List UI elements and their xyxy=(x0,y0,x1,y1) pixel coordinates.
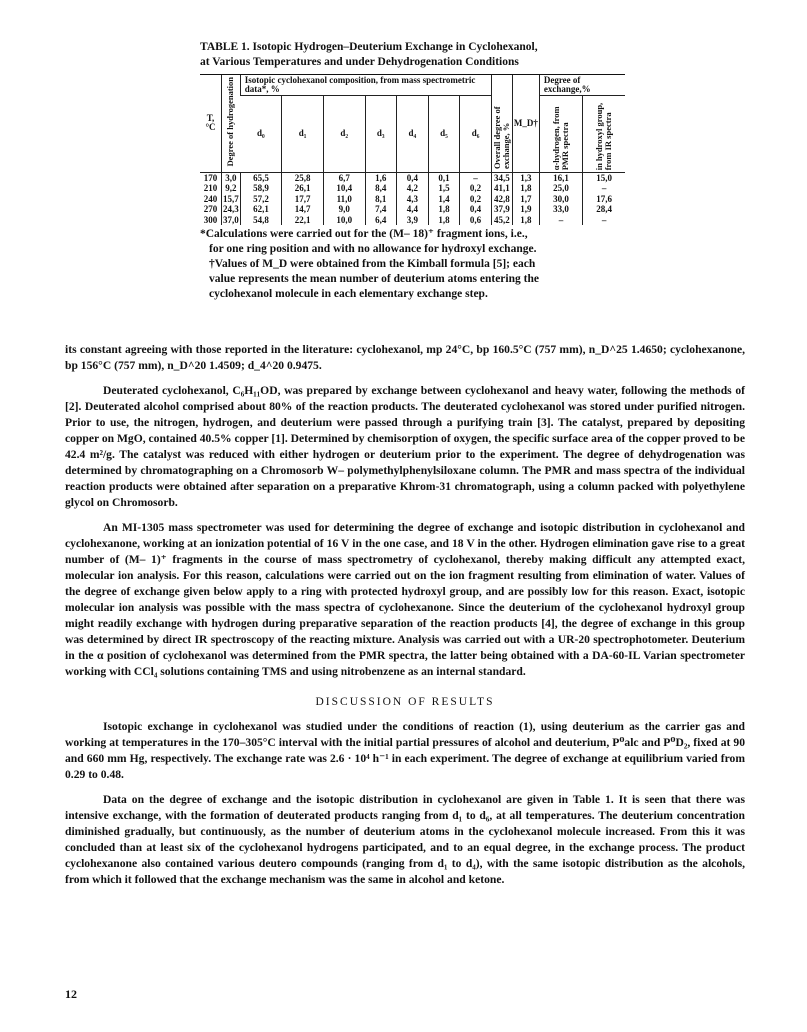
col-d6: d₆ xyxy=(460,96,492,172)
table-cell: 0,4 xyxy=(460,204,492,215)
table-cell: 1,8 xyxy=(428,204,460,215)
table-cell: 1,4 xyxy=(428,194,460,205)
table-cell: 0,4 xyxy=(397,172,429,183)
paragraph-results-2: Data on the degree of exchange and the isotopic distribution in cyclohexanol are given in Table 1. It is seen that there was intensive exchange, with the formation of deuterated products ranging from d₁ to d₆, at all temperatures. The deuterium concentration diminished gradually, but continuously, as the number of deuterium atoms in the cyclohexanol molecule increased. From this it was concluded than at least six of the cyclohexanol hydrogens participated, and to an equal degree, in the exchange process. The product cyclohexanone also contained various deutero compounds (ranging from d₁ to d₄), with the same isotopic distribution as the alcohols, from which it followed that the exchange mechanism was the same in alcohol and ketone. xyxy=(65,793,745,886)
table-cell: 270 xyxy=(203,204,218,214)
table-cell: 1,8 xyxy=(512,215,539,226)
table-cell: – xyxy=(583,183,625,194)
table-cell: 3,9 xyxy=(397,215,429,226)
col-temp: T, °C xyxy=(200,75,222,173)
table-cell: 24,3 xyxy=(223,204,239,214)
table-cell: 30,0 xyxy=(539,194,582,205)
table-cell: 10,0 xyxy=(323,215,365,226)
table-cell: 45,2 xyxy=(491,215,512,226)
table-cell: 0,6 xyxy=(460,215,492,226)
table-cell: 11,0 xyxy=(323,194,365,205)
table-row xyxy=(200,172,625,183)
table-cell: 25,8 xyxy=(282,172,324,183)
table-cell: 41,1 xyxy=(491,183,512,194)
col-d3: d₃ xyxy=(365,96,397,172)
table-footnotes: *Calculations were carried out for the (M– 18)⁺ fragment ions, i.e., for one ring position and with no allowance for hydroxyl exchange. †Values of M_D were obtained from the Kimball formula [5]; each value represents the mean number of deuterium atoms entering the cyclohexanol molecule in each elementary exchange step. xyxy=(200,228,539,300)
table-cell: 62,1 xyxy=(240,204,282,215)
col-dehydro: Degree of hydrogenation xyxy=(222,75,241,173)
table-cell: 300 xyxy=(203,214,218,225)
table-cell: 37,0 xyxy=(223,214,239,225)
table-cell: 210 xyxy=(203,183,218,193)
table-cell: 17,6 xyxy=(583,194,625,205)
table-row xyxy=(200,194,625,205)
table-cell: 240 xyxy=(203,193,218,204)
table-cell: – xyxy=(460,172,492,183)
col-d4: d₄ xyxy=(397,96,429,172)
table-cell: 57,2 xyxy=(240,194,282,205)
table-cell: 1,3 xyxy=(512,172,539,183)
col-overall: Overall degree of exchange, % xyxy=(491,75,512,173)
section-heading: DISCUSSION OF RESULTS xyxy=(315,696,495,708)
table-cell: 170 xyxy=(200,172,222,183)
table-cell: 9,0 xyxy=(323,204,365,215)
table-cell: 58,9 xyxy=(240,183,282,194)
table-cell: 9,2 xyxy=(222,183,241,194)
table-cell: 8,1 xyxy=(365,194,397,205)
table-cell: 1,8 xyxy=(428,215,460,226)
group-exchange: Degree of exchange,% xyxy=(539,75,625,96)
col-d1: d₁ xyxy=(282,96,324,172)
table-cell: 1,7 xyxy=(512,194,539,205)
table-row xyxy=(200,204,625,215)
table-block xyxy=(200,40,630,302)
col-md: M_D† xyxy=(512,75,539,173)
table-cell: 25,0 xyxy=(539,183,582,194)
table-cell: 16,1 xyxy=(539,172,582,183)
table-cell: 4,3 xyxy=(397,194,429,205)
table-cell: 1,9 xyxy=(512,204,539,215)
paragraph-methods: An MI-1305 mass spectrometer was used for determining the degree of exchange and isotopic distribution in cyclohexanol and cyclohexanone, working at an ionization potential of 16 V in the one case, and 18 V in the other. Hydrogen elimination gave rise to a great number of (M– 1)⁺ fragments in the course of mass spectrometry of cyclohexanol, thereby making difficult any attempted exact, molecular ion analysis. For this reason, calculations were carried out on the ion fragment resulting from elimination of water. Values of the degree of exchange given below apply to a ring with protected hydroxyl group, and are possibly low for this reason. Exact, isotopic molecular ion analysis was possible with the mass spectra of cyclohexanone. Since the deuterium of the cyclohexanol hydroxyl group might readily exchange with hydrogen during preparative separation of the reaction products [4], the degree of exchange in this group was determined by direct IR spectroscopy of the reacting mixture. Analysis was carried out with a UR-20 spectrophotometer. Deuterium in the α position of cyclohexanol was determined from the PMR spectra, the latter being obtained with a DA-60-IL Varian spectrometer working with CCl₄ solutions containing TMS and using nitrobenzene as an internal standard. xyxy=(65,521,745,678)
table-cell: 0,1 xyxy=(428,172,460,183)
table-cell: – xyxy=(583,215,625,226)
table-cell: 15,0 xyxy=(583,172,625,183)
table-cell: 14,7 xyxy=(282,204,324,215)
exchange-table xyxy=(200,74,625,225)
table-cell: 4,2 xyxy=(397,183,429,194)
table-cell: 33,0 xyxy=(539,204,582,215)
table-cell: 65,5 xyxy=(240,172,282,183)
table-cell: 28,4 xyxy=(583,204,625,215)
group-composition: Isotopic cyclohexanol composition, from mass spectrometric data*, % xyxy=(240,75,491,96)
table-cell: 0,2 xyxy=(460,194,492,205)
table-title: TABLE 1. Isotopic Hydrogen–Deuterium Exchange in Cyclohexanol, at Various Temperatures and under Dehydrogenation Conditions xyxy=(200,41,538,68)
table-row xyxy=(200,183,625,194)
table-cell: 7,4 xyxy=(365,204,397,215)
table-cell: 54,8 xyxy=(240,215,282,226)
table-cell: 6,7 xyxy=(323,172,365,183)
table-body xyxy=(200,172,625,225)
table-cell: 4,4 xyxy=(397,204,429,215)
col-hydroxyl: in hydroxyl group, from IR spectra xyxy=(583,96,625,172)
table-cell: 6,4 xyxy=(365,215,397,226)
body-text xyxy=(65,342,745,897)
table-cell: 8,4 xyxy=(365,183,397,194)
table-cell: 34,5 xyxy=(491,172,512,183)
table-cell: 15,7 xyxy=(223,193,239,204)
table-cell: 37,9 xyxy=(491,204,512,215)
col-d2: d₂ xyxy=(323,96,365,172)
table-cell: 1,6 xyxy=(365,172,397,183)
table-cell: 0,2 xyxy=(460,183,492,194)
paragraph-results-1: Isotopic exchange in cyclohexanol was studied under the conditions of reaction (1), using deuterium as the carrier gas and working at temperatures in the 170–305°C interval with the initial partial pressures of alcohol and deuterium, P⁰alc and P⁰D₂, fixed at 90 and 660 mm Hg, respectively. The exchange rate was 2.6 · 10⁴ h⁻¹ in each experiment. The degree of exchange at equilibrium varied from 0.29 to 0.48. xyxy=(65,720,745,781)
table-cell: 3,0 xyxy=(222,172,241,183)
table-cell: 1,5 xyxy=(428,183,460,194)
table-cell: 17,7 xyxy=(282,194,324,205)
table-cell: 22,1 xyxy=(282,215,324,226)
col-d5: d₅ xyxy=(428,96,460,172)
col-alpha: α-hydrogen, from PMR spectra xyxy=(539,96,582,172)
page-number: 12 xyxy=(65,987,77,1001)
col-d0: d₀ xyxy=(240,96,282,172)
paragraph-preparation: Deuterated cyclohexanol, C₆H₁₁OD, was prepared by exchange between cyclohexanol and heavy water, following the methods of [2]. Deuterated alcohol comprised about 80% of the reaction products. The deuterated cyclohexanol was stored under purified nitrogen. Prior to use, the nitrogen, hydrogen, and deuterium were passed through a purifying train [3]. The catalyst, prepared by depositing copper on MgO, contained 40.5% copper [1]. Determined by chemisorption of oxygen, the specific surface area of the copper proved to be 42.4 m²/g. The catalyst was reduced with either hydrogen or deuterium prior to the experiment. The degree of dehydrogenation was determined by chromatographing on a Chromosorb W– polymethylphenylsiloxane column. The PMR and mass spectra of the individual reaction products were obtained after separation on a preparative Khrom-31 chromatograph, using a column packed with polyethylene glycol on Chromosorb. xyxy=(65,384,745,509)
table-cell: 26,1 xyxy=(282,183,324,194)
table-row xyxy=(200,215,625,226)
table-cell: – xyxy=(539,215,582,226)
table-cell: 10,4 xyxy=(323,183,365,194)
table-cell: 42,8 xyxy=(491,194,512,205)
table-cell: 1,8 xyxy=(512,183,539,194)
paragraph-literature: its constant agreeing with those reported in the literature: cyclohexanol, mp 24°C, bp 160.5°C (757 mm), n_D^25 1.4650; cyclohexanone, bp 156°C (757 mm), n_D^20 1.4509; d_4^20 0.9475. xyxy=(65,343,745,372)
